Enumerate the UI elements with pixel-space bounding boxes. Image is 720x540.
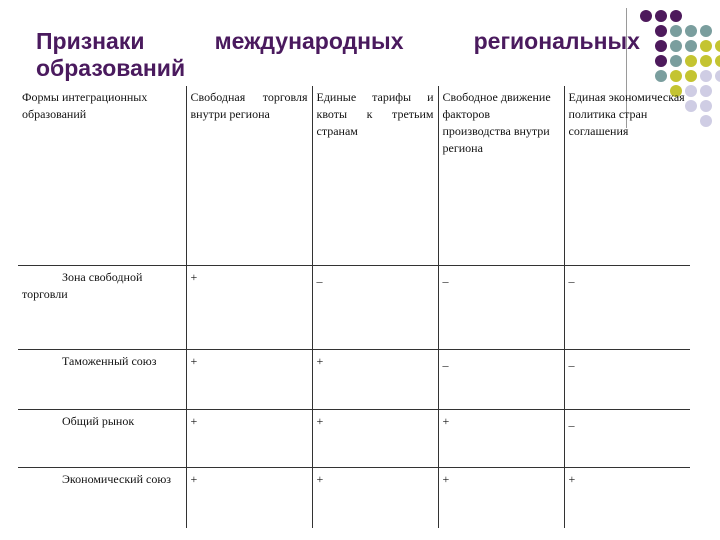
table-cell: _ (438, 266, 564, 350)
decorative-dot (700, 55, 712, 67)
title-word-2: международных (214, 28, 404, 54)
decorative-dot (700, 40, 712, 52)
decorative-dot (700, 85, 712, 97)
table-cell: _ (564, 350, 690, 410)
row-label: Общий рынок (18, 410, 186, 468)
decorative-dot (655, 55, 667, 67)
decorative-dot (670, 10, 682, 22)
title-word-1: Признаки (36, 28, 145, 54)
header-cell-free-trade: Свободная торговля внутри региона (186, 86, 312, 266)
header-cell-common-tariffs: Единые тарифы и квоты к третьим странам (312, 86, 438, 266)
table-row (18, 266, 690, 350)
slide-title (36, 28, 640, 82)
decorative-dot (700, 100, 712, 112)
table-header-row (18, 86, 690, 266)
decorative-dot (685, 55, 697, 67)
table-row (18, 350, 690, 410)
table-cell: + (312, 468, 438, 528)
integration-forms-table (18, 86, 690, 528)
decorative-dot (685, 40, 697, 52)
decorative-dot (715, 70, 720, 82)
row-label: Таможенный союз (18, 350, 186, 410)
table-cell: _ (564, 410, 690, 468)
title-line-2: образований (36, 55, 186, 81)
decorative-dot (655, 25, 667, 37)
table-cell: + (186, 266, 312, 350)
table-cell: _ (312, 266, 438, 350)
table-cell: _ (564, 266, 690, 350)
table-row (18, 468, 690, 528)
decorative-dot (655, 10, 667, 22)
table-cell: + (438, 468, 564, 528)
table-cell: + (186, 468, 312, 528)
decorative-dot (670, 70, 682, 82)
table-cell: + (186, 410, 312, 468)
decorative-dot (700, 25, 712, 37)
decorative-dot (640, 10, 652, 22)
decorative-dot (670, 40, 682, 52)
decorative-dot (700, 70, 712, 82)
decorative-dot (715, 40, 720, 52)
decorative-dot (685, 70, 697, 82)
header-cell-common-policy: Единая экономическая политика стран соглашения (564, 86, 690, 266)
table-cell: + (564, 468, 690, 528)
title-line-1 (36, 28, 640, 55)
table-cell: + (186, 350, 312, 410)
decorative-dot (670, 55, 682, 67)
table-cell: + (438, 410, 564, 468)
decorative-dot (670, 25, 682, 37)
table-row (18, 410, 690, 468)
table-cell: _ (438, 350, 564, 410)
decorative-dot (715, 55, 720, 67)
row-label: Зона свободной торговли (18, 266, 186, 350)
table-cell: + (312, 410, 438, 468)
decorative-dot (685, 25, 697, 37)
header-cell-forms: Формы интеграционных образований (18, 86, 186, 266)
decorative-dot (655, 40, 667, 52)
title-word-3: региональных (473, 28, 640, 54)
decorative-dot (700, 115, 712, 127)
decorative-dot (655, 70, 667, 82)
row-label: Экономический союз (62, 472, 172, 486)
header-cell-factor-movement: Свободное движение факторов производства внутри региона (438, 86, 564, 266)
table-cell: + (312, 350, 438, 410)
